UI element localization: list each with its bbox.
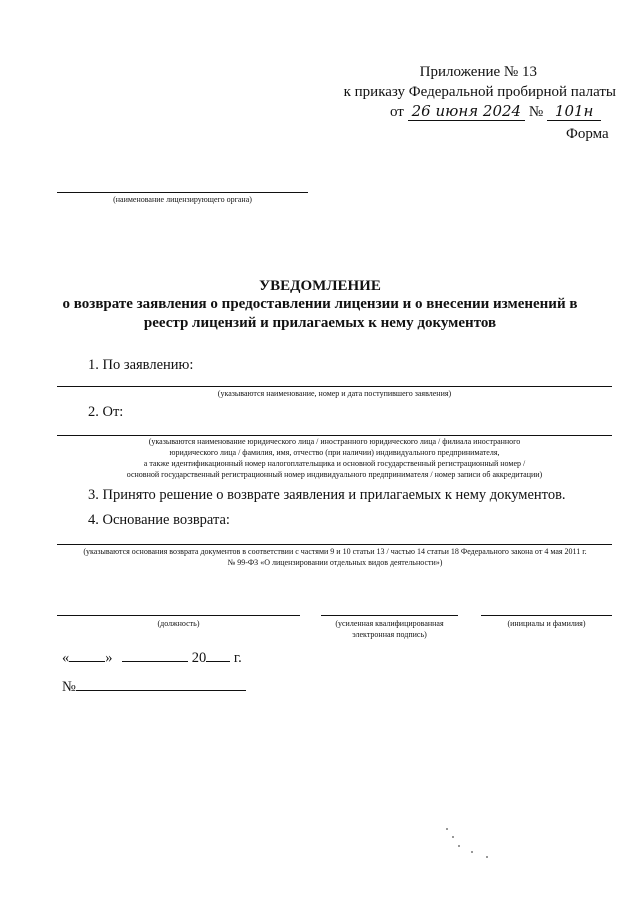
item-1-caption: (указываются наименование, номер и дата поступившего заявления)	[217, 389, 452, 398]
document-title: УВЕДОМЛЕНИЕ	[259, 278, 381, 294]
position-line	[57, 615, 300, 616]
number-line	[62, 677, 246, 697]
date-open-quote: «	[62, 650, 70, 666]
item-1-line	[57, 386, 612, 387]
name-caption: (инициалы и фамилия)	[507, 619, 586, 628]
year-prefix: 20	[191, 650, 207, 666]
order-date: 26 июня 2024	[408, 102, 525, 121]
signature-caption-1: (усиленная квалифицированная	[335, 619, 444, 628]
scan-mark	[446, 828, 448, 830]
authority-line	[57, 192, 308, 193]
scan-mark	[458, 845, 460, 847]
date-close-quote: »	[105, 650, 113, 666]
item-2-caption-4: основной государственный регистрационный номер индивидуального предпринимателя / номер записи об аккредитации)	[126, 470, 543, 479]
item-4-label: 4. Основание возврата:	[88, 512, 230, 528]
item-2-label: 2. От:	[88, 404, 124, 420]
item-3-text: 3. Принято решение о возврате заявления и прилагаемых к нему документов.	[88, 487, 566, 503]
order-number: 101н	[547, 102, 602, 121]
item-4-caption-2: № 99-ФЗ «О лицензировании отдельных видов деятельности»)	[227, 558, 443, 567]
document-subtitle-line1: о возврате заявления о предоставлении лицензии и о внесении изменений в	[62, 296, 578, 312]
item-4-line	[57, 544, 612, 545]
day-blank	[69, 661, 105, 662]
authority-caption: (наименование лицензирующего органа)	[113, 195, 252, 204]
year-blank	[206, 661, 230, 662]
signature-caption-2: электронная подпись)	[352, 630, 427, 639]
name-line	[481, 615, 612, 616]
order-reference: к приказу Федеральной пробирной палаты	[343, 84, 616, 100]
item-4-caption-1: (указываются основания возврата документов в соответствии с частями 9 и 10 статьи 13 / частью 14 статьи 18 Федерального закона от 4 мая 2011 г.	[83, 547, 587, 556]
appendix-number: Приложение № 13	[419, 64, 537, 80]
from-prefix: от	[390, 104, 404, 120]
year-suffix: г.	[233, 650, 242, 666]
number-blank	[76, 690, 246, 691]
item-1-label: 1. По заявлению:	[88, 357, 194, 373]
signature-line	[321, 615, 458, 616]
document-subtitle-line2: реестр лицензий и прилагаемых к нему документов	[143, 315, 497, 331]
number-prefix: №	[528, 104, 544, 120]
date-line	[62, 648, 242, 668]
item-2-caption-3: а также идентификационный номер налогоплательщика и основной государственный регистрационный номер /	[143, 459, 526, 468]
position-caption: (должность)	[157, 619, 200, 628]
scan-mark	[452, 836, 454, 838]
form-label: Форма	[566, 126, 609, 142]
scan-mark	[471, 851, 473, 853]
month-blank	[122, 661, 188, 662]
item-2-caption-2: юридического лица / фамилия, имя, отчество (при наличии) индивидуального предпринимателя,	[169, 448, 500, 457]
order-date-line	[390, 101, 601, 122]
number-label: №	[62, 679, 76, 695]
item-2-caption-1: (указываются наименование юридического лица / иностранного юридического лица / филиала иностранного	[148, 437, 521, 446]
scan-mark	[486, 856, 488, 858]
